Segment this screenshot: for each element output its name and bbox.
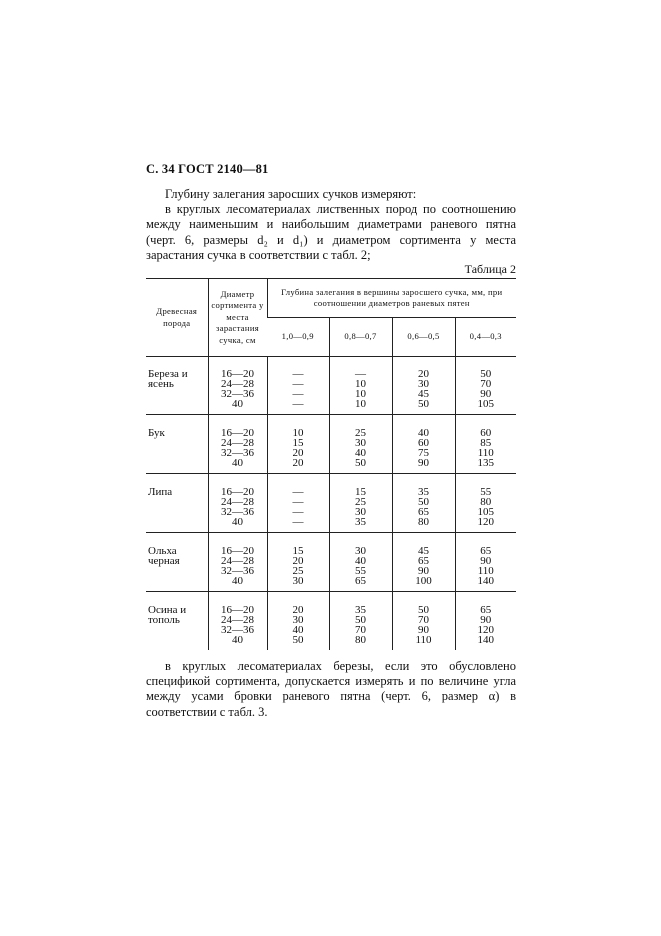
cell-value: — (292, 486, 304, 498)
cell-value: 15 (355, 486, 366, 498)
cell-value: 40 (232, 516, 243, 529)
cell-value: 25 (292, 565, 304, 578)
cell-value: — (292, 388, 304, 401)
cell-value: 120 (477, 624, 495, 637)
cell-wood: Бук (146, 415, 208, 474)
cell-value: 135 (477, 457, 495, 470)
cell-value: 50 (418, 604, 429, 616)
cell-value: 75 (418, 447, 429, 460)
intro-line-2: в круглых лесоматериалах лиственных пород по соотношению между наименьшим и наибольшим диаметрами раневого пятна (черт. 6, размеры d₂ и d₁) и диаметром сортимента у места зарастания сучка в соответствии с табл. 2; (146, 202, 516, 262)
cell-value: 10 (292, 427, 304, 439)
cell-value: 30 (355, 437, 366, 450)
cell-value: 16—20 (221, 427, 254, 439)
cell-value: 50 (355, 614, 366, 627)
cell-value: 140 (477, 575, 495, 588)
cell-value: 50 (292, 634, 304, 647)
cell-diameters (208, 357, 267, 415)
cell-value: 90 (480, 614, 492, 627)
closing-paragraph (146, 659, 516, 720)
cell-value: 50 (418, 496, 429, 509)
cell-value: 110 (415, 634, 432, 647)
cell-value: 20 (292, 457, 304, 470)
cell-c3 (392, 415, 455, 474)
cell-diameters (208, 592, 267, 651)
cell-value: 32—36 (221, 388, 254, 401)
cell-c4 (455, 474, 516, 533)
cell-value: 90 (418, 624, 429, 637)
header-ratio-2: 0,8—0,7 (329, 318, 392, 357)
cell-value: 32—36 (221, 506, 254, 519)
cell-value: 100 (415, 575, 432, 588)
cell-value: 90 (480, 555, 492, 568)
cell-value: 10 (355, 398, 366, 411)
cell-value: 30 (292, 614, 304, 627)
cell-c4 (455, 357, 516, 415)
cell-value: 70 (480, 378, 492, 391)
header-ratio-1: 1,0—0,9 (267, 318, 329, 357)
cell-value: 40 (355, 555, 366, 568)
cell-value: — (292, 516, 304, 529)
cell-value: 40 (418, 427, 429, 439)
cell-value: 30 (355, 506, 366, 519)
cell-c2 (329, 415, 392, 474)
cell-value: 55 (355, 565, 366, 578)
cell-value: 30 (418, 378, 429, 391)
cell-c1 (267, 357, 329, 415)
cell-value: 40 (232, 398, 243, 411)
page-header: С. 34 ГОСТ 2140—81 (146, 162, 269, 176)
header-ratio-3: 0,6—0,5 (392, 318, 455, 357)
table-body (146, 357, 516, 651)
cell-wood: Береза и ясень (146, 357, 208, 415)
cell-value: 105 (477, 398, 495, 411)
cell-c1 (267, 533, 329, 592)
cell-c1 (267, 474, 329, 533)
cell-value: 15 (292, 437, 304, 450)
header-depth: Глубина залегания в вершины заросшего сучка, мм, при соотношении диаметров раневых пятен (267, 279, 516, 318)
table-row (146, 415, 516, 474)
cell-value: 15 (292, 545, 304, 557)
cell-value: 25 (355, 427, 366, 439)
intro-line-1: Глубину залегания заросших сучков измеряют: (165, 187, 417, 201)
cell-wood: Ольха черная (146, 533, 208, 592)
cell-value: 110 (477, 447, 494, 460)
cell-value: 80 (355, 634, 366, 647)
cell-value: 24—28 (221, 437, 254, 450)
cell-value: 85 (480, 437, 492, 450)
cell-c3 (392, 474, 455, 533)
cell-value: 65 (355, 575, 366, 588)
cell-value: 80 (480, 496, 492, 509)
cell-value: 90 (480, 388, 492, 401)
cell-value: 50 (418, 398, 429, 411)
cell-value: 24—28 (221, 614, 254, 627)
intro-paragraph (146, 187, 516, 263)
cell-value: — (292, 496, 304, 509)
cell-c2 (329, 474, 392, 533)
cell-value: 40 (292, 624, 304, 637)
cell-value: 40 (232, 634, 243, 647)
cell-value: 70 (418, 614, 429, 627)
cell-value: 65 (480, 604, 492, 616)
cell-value: 32—36 (221, 565, 254, 578)
cell-wood: Осина и тополь (146, 592, 208, 651)
cell-value: — (292, 506, 304, 519)
cell-value: 16—20 (221, 368, 254, 380)
cell-value: 45 (418, 388, 429, 401)
cell-value: 65 (418, 555, 429, 568)
cell-c4 (455, 415, 516, 474)
header-ratio-4: 0,4—0,3 (455, 318, 516, 357)
cell-c3 (392, 357, 455, 415)
cell-value: 90 (418, 565, 429, 578)
cell-value: 20 (418, 368, 429, 380)
cell-value: 120 (477, 516, 495, 529)
cell-c2 (329, 533, 392, 592)
cell-wood: Липа (146, 474, 208, 533)
cell-value: 110 (477, 565, 494, 578)
cell-value: 80 (418, 516, 429, 529)
cell-diameters (208, 415, 267, 474)
cell-value: 20 (292, 447, 304, 460)
cell-value: 30 (355, 545, 366, 557)
cell-value: 35 (418, 486, 429, 498)
closing-text: в круглых лесоматериалах березы, если это обусловлено спецификой сортимента, допускается измерять и по величине угла между усами бровки раневого пятна (черт. 6, размер α) в соответствии с табл. 3. (146, 659, 516, 719)
cell-value: 32—36 (221, 447, 254, 460)
cell-value: 10 (355, 378, 366, 391)
cell-value: — (292, 378, 304, 391)
cell-value: 65 (480, 545, 492, 557)
cell-value: 90 (418, 457, 429, 470)
cell-c3 (392, 533, 455, 592)
cell-diameters (208, 474, 267, 533)
cell-value: 16—20 (221, 486, 254, 498)
cell-value: 10 (355, 388, 366, 401)
cell-value: 70 (355, 624, 366, 637)
cell-c2 (329, 357, 392, 415)
cell-value: — (292, 368, 304, 380)
cell-value: 35 (355, 516, 366, 529)
cell-value: 40 (232, 457, 243, 470)
cell-value: 30 (292, 575, 304, 588)
cell-c4 (455, 592, 516, 651)
cell-value: 140 (477, 634, 495, 647)
cell-value: 40 (232, 575, 243, 588)
cell-c4 (455, 533, 516, 592)
table-row (146, 592, 516, 651)
cell-c2 (329, 592, 392, 651)
cell-value: 45 (418, 545, 429, 557)
cell-value: 32—36 (221, 624, 254, 637)
cell-value: 24—28 (221, 378, 254, 391)
cell-value: — (355, 368, 366, 380)
depth-table (146, 278, 516, 650)
cell-value: 55 (480, 486, 492, 498)
cell-value: 40 (355, 447, 366, 460)
cell-value: 24—28 (221, 496, 254, 509)
cell-diameters (208, 533, 267, 592)
cell-value: 16—20 (221, 604, 254, 616)
cell-c1 (267, 415, 329, 474)
cell-value: 60 (418, 437, 429, 450)
cell-value: 50 (480, 368, 492, 380)
cell-value: 65 (418, 506, 429, 519)
table-caption: Таблица 2 (464, 262, 516, 276)
cell-value: 35 (355, 604, 366, 616)
cell-value: 25 (355, 496, 366, 509)
table-row (146, 474, 516, 533)
cell-value: 20 (292, 604, 304, 616)
cell-c1 (267, 592, 329, 651)
cell-value: 16—20 (221, 545, 254, 557)
cell-c3 (392, 592, 455, 651)
cell-value: 20 (292, 555, 304, 568)
header-diameter: Диаметр сортимента у места зарастания сучка, см (208, 279, 267, 357)
header-wood: Древесная порода (146, 279, 208, 357)
cell-value: 24—28 (221, 555, 254, 568)
table-row (146, 533, 516, 592)
cell-value: 60 (480, 427, 492, 439)
cell-value: 105 (477, 506, 495, 519)
cell-value: — (292, 398, 304, 411)
table-row (146, 357, 516, 415)
cell-value: 50 (355, 457, 366, 470)
